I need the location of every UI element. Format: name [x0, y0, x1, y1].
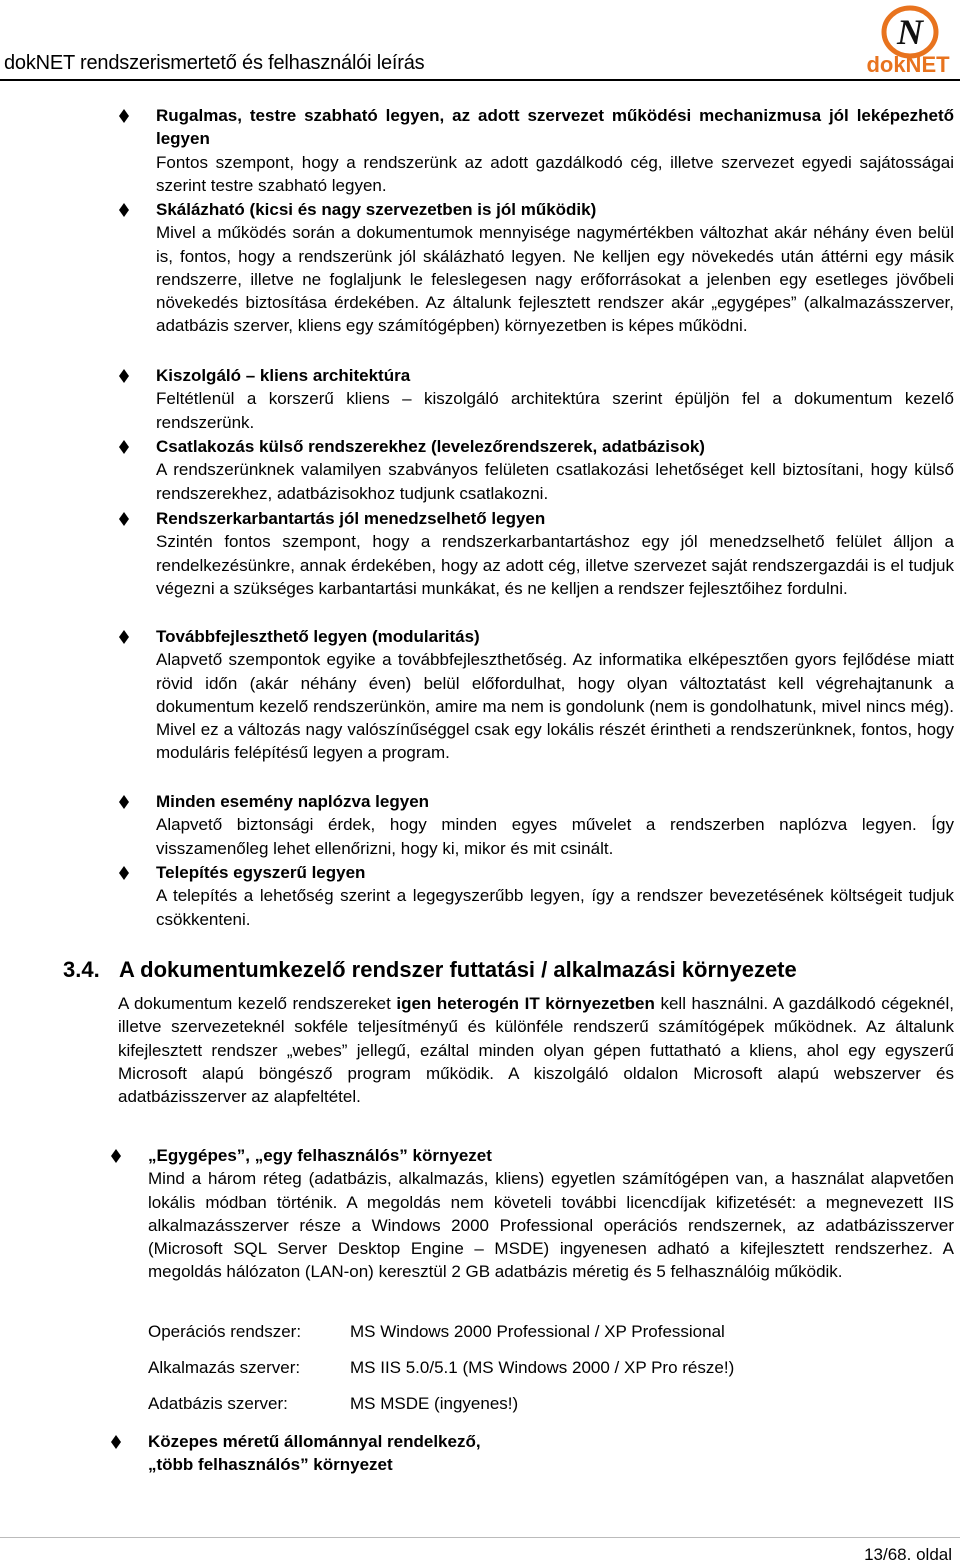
spec-row	[148, 1358, 734, 1394]
spec-label: Alkalmazás szerver:	[148, 1358, 301, 1377]
footer-divider	[0, 1537, 960, 1538]
list-item	[110, 1430, 954, 1477]
header-divider	[0, 79, 960, 81]
list-item	[118, 104, 954, 197]
section-number: 3.4.	[63, 957, 100, 982]
bullet-body: A rendszerünknek valamilyen szabványos felületen csatlakozási lehetőséget kell biztosítani, hogy külső rendszerekhez, adatbázisokhoz tudjunk csatlakozni.	[156, 460, 954, 503]
intro-text-bold: igen heterogén IT környezetben	[396, 994, 655, 1013]
section-intro	[118, 992, 954, 1108]
section-heading	[63, 957, 943, 983]
diamond-bullet-icon	[117, 629, 131, 645]
svg-text:N: N	[897, 12, 923, 52]
diamond-bullet-icon	[117, 202, 131, 218]
bullet-title-continued: „több felhasználós” környezet	[148, 1455, 393, 1475]
diamond-bullet-icon	[109, 1434, 123, 1450]
diamond-bullet-icon	[117, 368, 131, 384]
bullet-body: Fontos szempont, hogy a rendszerünk az adott gazdálkodó cég, illetve szervezet egyedi sajátosságai szerint testre szabható legyen.	[156, 152, 954, 195]
spec-label: Operációs rendszer:	[148, 1322, 302, 1341]
environment-specs	[148, 1322, 734, 1430]
spec-value: MS IIS 5.0/5.1 (MS Windows 2000 / XP Pro része!)	[350, 1358, 735, 1377]
bullet-body: Feltétlenül a korszerű kliens – kiszolgáló architektúra szerint épüljön fel a dokumentum kezelő rendszerünk.	[156, 389, 954, 432]
list-item	[110, 1144, 954, 1284]
intro-text-after: kell használni. A gazdálkodó cégeknél, illetve szervezeteknél sokféle teljesítményű és különféle rendszerű számítógépek működnek. Az általunk kifejlesztett rendszer „webes” jellegű, ezáltal minden olyan gépen futtatható a kliens, ahol egy egyszerű Microsoft alapú böngésző program működik. A kiszolgáló oldalon Microsoft alapú webszerver és adatbázisszerver az alapfeltétel.	[118, 994, 955, 1107]
bullet-title: „Egygépes”, „egy felhasználós” környezet	[148, 1146, 492, 1165]
section-title: A dokumentumkezelő rendszer futtatási / alkalmazási környezete	[119, 957, 797, 982]
doknet-logo	[860, 4, 956, 76]
bullet-title: Továbbfejleszthető legyen (modularitás)	[156, 627, 480, 646]
bullet-body: Mind a három réteg (adatbázis, alkalmazás, kliens) egyetlen számítógépen van, a használat alapvetően lokális módban történik. A megoldás nem követeli további licencdíjak kifizetését: a megnevezett IIS alkalmazásszerver része a Windows 2000 Professional operációs rendszernek, az adatbázisszerver (Microsoft SQL Server Desktop Engine – MSDE) ingyenesen adható a kifejlesztett rendszerhez. A megoldás hálózaton (LAN-on) keresztül 2 GB adatbázis méretig és 5 felhasználóig működik.	[148, 1169, 954, 1282]
bullet-body: Alapvető biztonsági érdek, hogy minden egyes művelet a rendszerben naplózva legyen. Így visszamenőleg lehet ellenőrizni, hogy ki, mikor és mit csinált.	[156, 815, 954, 858]
diamond-bullet-icon	[117, 794, 131, 810]
bullet-body: Alapvető szempontok egyike a továbbfejleszthetőség. Az informatika elképesztően gyors fejlődése miatt rövid időn (akár néhány éven) belül előfordulhat, hogy olyan változtatást kell végrehajtanunk a dokumentum kezelő rendszerünkön, amire ma nem is gondolunk (nem is gondolhatunk, mivel nincs még). Mivel ez a változás nagy valószínűséggel csak egy lokális részét érintheti a rendszerünknek, fontos, hogy moduláris felépítésű legyen a program.	[156, 650, 954, 763]
bullet-title: Kiszolgáló – kliens architektúra	[156, 366, 411, 385]
bullet-body: Szintén fontos szempont, hogy a rendszerkarbantartáshoz egy jól menedzselhető felület álljon a rendelkezésünkre, annak érdekében, hogy az adott cég, illetve szervezet saját rendszergazdái is el tudjuk végezni a szükséges karbantartási munkákat, és ne kelljen a rendszer fejlesztőihez fordulni.	[156, 532, 954, 598]
bullet-body: A telepítés a lehetőség szerint a legegyszerűbb legyen, így a rendszer bevezetésének költségeit tudjuk csökkenteni.	[156, 886, 954, 929]
bullet-title: Minden esemény naplózva legyen	[156, 792, 430, 811]
diamond-bullet-icon	[109, 1148, 123, 1164]
page-header	[0, 0, 960, 82]
list-item	[118, 861, 954, 931]
spec-row	[148, 1322, 734, 1358]
bullet-title: Csatlakozás külső rendszerekhez (levelezőrendszerek, adatbázisok)	[156, 437, 705, 456]
bullet-title: Rendszerkarbantartás jól menedzselhető legyen	[156, 509, 546, 528]
diamond-bullet-icon	[117, 439, 131, 455]
list-item	[118, 435, 954, 505]
bullet-title: Telepítés egyszerű legyen	[156, 863, 366, 882]
list-item	[118, 198, 954, 338]
doknet-logo-icon	[860, 4, 956, 76]
spec-value: MS Windows 2000 Professional / XP Professional	[350, 1322, 725, 1341]
bullet-title: Rugalmas, testre szabható legyen, az adott szervezet működési mechanizmusa jól leképezhető legyen	[156, 106, 954, 149]
list-item	[118, 364, 954, 434]
list-item	[118, 625, 954, 765]
spec-label: Adatbázis szerver:	[148, 1394, 288, 1413]
diamond-bullet-icon	[117, 865, 131, 881]
diamond-bullet-icon	[117, 108, 131, 124]
bullet-title: Skálázható (kicsi és nagy szervezetben is jól működik)	[156, 200, 597, 219]
page-number: 13/68. oldal	[864, 1545, 952, 1564]
bullet-body: Mivel a működés során a dokumentumok mennyisége nagymértékben változhat akár néhány éven belül is, fontos, hogy a rendszerünk jól skálázható legyen. Ne kelljen egy növekedés után áttérni egy másik rendszerre, illetve ne foglaljunk le feleslegesen nagy erőforrásokat a jelenben egy esetleges jövőbeli növekedés biztosítása érdekében. Az általunk fejlesztett rendszer akár „egygépes” (alkalmazásszerver, adatbázis szerver, kliens egy számítógépben) környezetben is képes működni.	[156, 223, 954, 336]
spec-value: MS MSDE (ingyenes!)	[350, 1394, 519, 1413]
document-title: dokNET rendszerismertető és felhasználói leírás	[4, 52, 425, 74]
spec-row	[148, 1394, 734, 1430]
list-item	[118, 790, 954, 860]
list-item	[118, 507, 954, 600]
intro-text-before: A dokumentum kezelő rendszereket	[118, 994, 397, 1013]
bullet-title: Közepes méretű állománnyal rendelkező,	[148, 1432, 481, 1451]
svg-text:dokNET: dokNET	[866, 52, 950, 76]
diamond-bullet-icon	[117, 511, 131, 527]
